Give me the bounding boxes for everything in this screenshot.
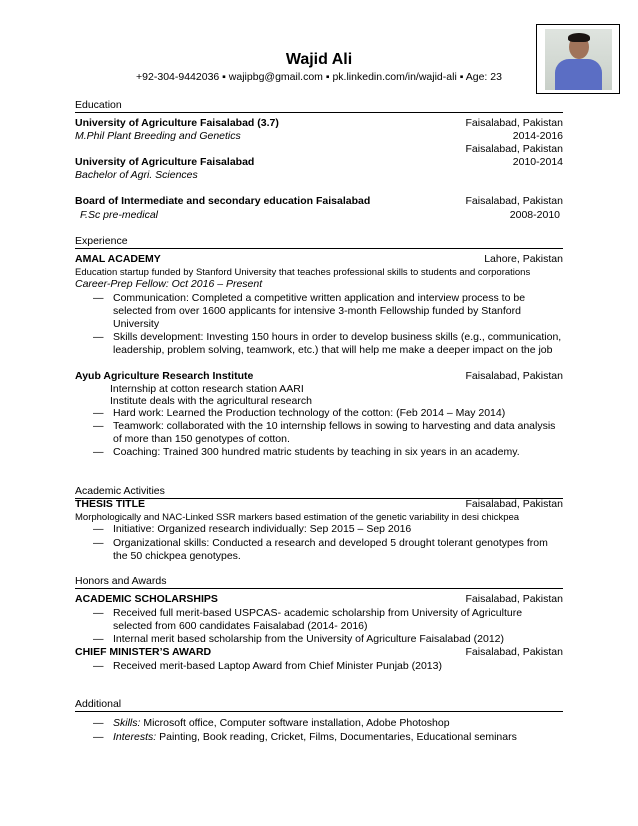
section-experience-title: Experience [75,235,563,249]
honor-bullet [93,633,563,646]
edu-location: Faisalabad, Pakistan [465,117,563,129]
exp-org: Ayub Agriculture Research Institute [75,370,254,382]
bullet-dash: — [93,446,104,458]
bullet-dash: — [93,731,104,743]
edu-dates: 2010-2014 [512,156,563,168]
bullet-dash: — [93,607,104,619]
honor-bullet [93,660,563,673]
edu-row-2a [75,143,563,156]
exp-ayub-bullet [93,446,563,459]
section-honors-title: Honors and Awards [75,575,563,589]
thesis-header [75,498,563,511]
scholarships-header [75,593,563,606]
exp-amal-header [75,253,563,266]
exp-amal-role [75,278,563,291]
honor-bullet [93,607,563,633]
thesis-location: Faisalabad, Pakistan [465,498,563,510]
bullet-dash: — [93,660,104,672]
bullet-dash: — [93,633,104,645]
section-education-title: Education [75,99,563,113]
exp-ayub-header [75,370,563,383]
bullet-text: Teamwork: collaborated with the 10 internship fellows in sowing to harvesting and data analysis of more than 150 genotypes of cotton. [113,420,556,445]
edu-location: Faisalabad, Pakistan [465,195,563,207]
bullet-dash: — [93,717,104,729]
skills-label: Skills: [113,717,141,729]
edu-degree: Bachelor of Agri. Sciences [75,169,198,181]
bullet-text: Communication: Completed a competitive written application and interview process to be selected from over 1600 applicants for intensive 3-month Fellowship funded by Stanford University [113,292,526,330]
exp-ayub-bullet [93,407,563,420]
skills-text: Microsoft office, Computer software installation, Adobe Photoshop [140,717,450,729]
bullet-text: Initiative: Organized research individually: Sep 2015 – Sep 2016 [113,523,412,535]
contact-line: +92-304-9442036 ▪ wajipbg@gmail.com ▪ pk.linkedin.com/in/wajid-ali ▪ Age: 23 [136,71,502,83]
honor-heading: CHIEF MINISTER’S AWARD [75,646,212,658]
profile-photo-frame [536,24,620,94]
interests-text: Painting, Book reading, Cricket, Films, Documentaries, Educational seminars [156,731,517,743]
bullet-text: Received full merit-based USPCAS- academic scholarship from University of Agriculture selected from 600 candidates Faisalabad (2014- 2016) [113,607,523,632]
edu-degree: F.Sc pre-medical [80,209,159,221]
edu-row-1 [75,117,563,130]
bullet-dash: — [93,523,104,535]
thesis-desc-text: Morphologically and NAC-Linked SSR markers based estimation of the genetic variability in desi chickpea [75,512,520,523]
exp-org: AMAL ACADEMY [75,253,161,265]
additional-skills [93,717,563,730]
edu-degree: M.Phil Plant Breeding and Genetics [75,130,241,142]
resume-name: Wajid Ali [285,51,353,68]
honor-location: Faisalabad, Pakistan [465,593,563,605]
bullet-dash: — [93,331,104,343]
exp-location: Faisalabad, Pakistan [465,370,563,382]
edu-row-3b [75,209,563,222]
edu-dates: 2008-2010 [509,209,560,221]
cm-award-header [75,646,563,659]
bullet-dash: — [93,537,104,549]
bullet-text: Skills development: Investing 150 hours in order to develop business skills (e.g., communication, leadership, problem solving, teamwork, etc.) that will help me make a deeper impact on the job [113,331,562,356]
thesis-title: THESIS TITLE [75,498,146,510]
exp-amal-bullet [93,331,563,357]
exp-amal-bullet [93,292,563,331]
section-academic-title: Academic Activities [75,485,563,499]
section-additional-title: Additional [75,698,563,712]
edu-location: Faisalabad, Pakistan [465,143,563,155]
exp-ayub-line1: Internship at cotton research station AARI [110,383,304,395]
edu-row-2 [75,156,563,169]
exp-role: Career-Prep Fellow: Oct 2016 – Present [75,278,263,290]
exp-ayub-line2: Institute deals with the agricultural research [110,395,312,407]
honor-location: Faisalabad, Pakistan [465,646,563,658]
bullet-dash: — [93,420,104,432]
bullet-text: Coaching: Trained 300 hundred matric students by teaching in six years in an academy. [113,446,520,458]
academic-bullet [93,537,563,563]
profile-photo [545,29,612,90]
bullet-text: Hard work: Learned the Production technology of the cotton: (Feb 2014 – May 2014) [113,407,506,419]
edu-school: University of Agriculture Faisalabad [75,156,255,168]
bullet-text: Received merit-based Laptop Award from Chief Minister Punjab (2013) [113,660,442,672]
interests-label: Interests: [113,731,157,743]
edu-school: Board of Intermediate and secondary education Faisalabad [75,195,371,207]
honor-heading: ACADEMIC SCHOLARSHIPS [75,593,218,605]
bullet-dash: — [93,407,104,419]
exp-desc: Education startup funded by Stanford University that teaches professional skills to students and corporations [75,267,531,278]
academic-bullet [93,523,563,536]
additional-interests [93,731,563,744]
exp-location: Lahore, Pakistan [484,253,563,265]
edu-school: University of Agriculture Faisalabad (3.7) [75,117,279,129]
edu-dates: 2014-2016 [512,130,563,142]
edu-row-1b [75,130,563,143]
bullet-dash: — [93,292,104,304]
bullet-text: Internal merit based scholarship from the University of Agriculture Faisalabad (2012) [113,633,505,645]
edu-row-2b [75,169,563,182]
bullet-text: Organizational skills: Conducted a research and developed 5 drought tolerant genotypes from the 50 chickpea genotypes. [113,537,548,562]
edu-row-3 [75,195,563,208]
exp-ayub-bullet [93,420,563,446]
